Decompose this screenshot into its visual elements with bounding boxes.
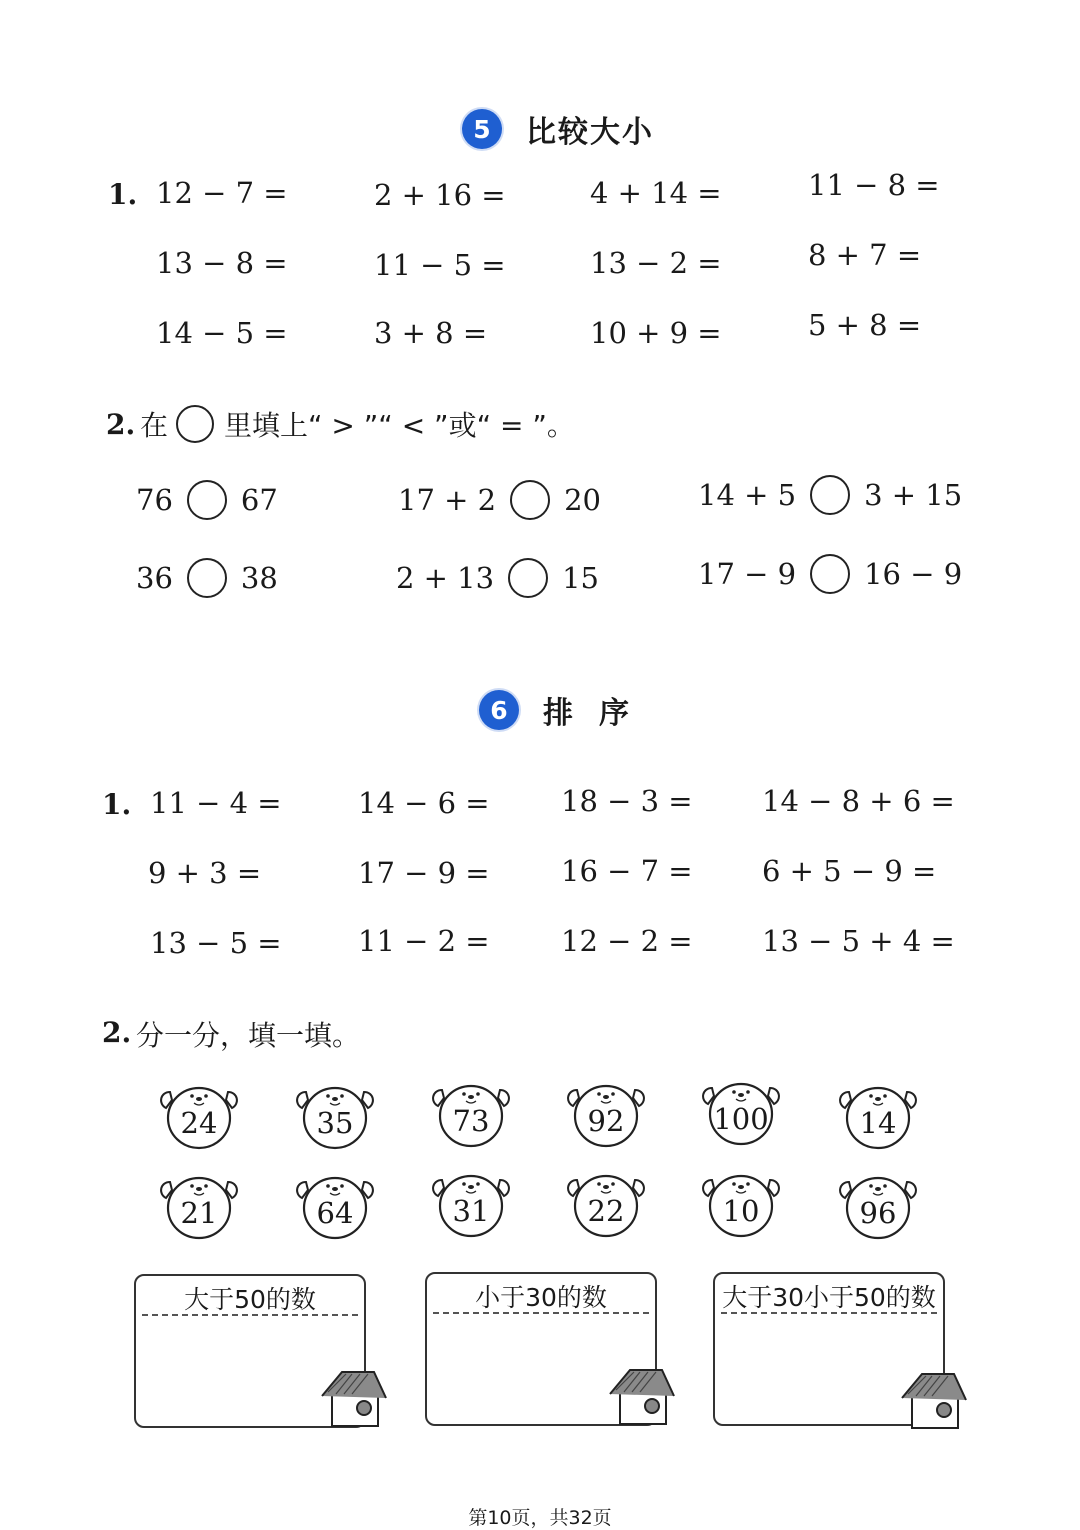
section-6-title: 排序 bbox=[543, 696, 655, 731]
dog-number: 92 bbox=[587, 1104, 625, 1138]
s5-expression: 13 − 8 = bbox=[156, 246, 288, 280]
answer-circle[interactable] bbox=[187, 558, 227, 598]
dog-number-card[interactable] bbox=[430, 1078, 512, 1150]
answer-circle[interactable] bbox=[810, 554, 850, 594]
section-6-header bbox=[479, 688, 655, 732]
comparison-left: 76 bbox=[136, 483, 173, 517]
comparison-left: 17 − 9 bbox=[698, 557, 797, 591]
dog-number-card[interactable] bbox=[700, 1076, 782, 1148]
s5-expression: 12 − 7 = bbox=[156, 176, 288, 210]
section-5-q1-number: 1. bbox=[108, 178, 138, 211]
comparison-right: 16 − 9 bbox=[864, 557, 963, 591]
s6-expression: 14 − 6 = bbox=[358, 786, 490, 820]
s6-expression: 9 + 3 = bbox=[148, 856, 262, 890]
dog-number: 100 bbox=[713, 1102, 769, 1136]
comparison-right: 20 bbox=[564, 483, 601, 517]
s5-expression: 2 + 16 = bbox=[374, 178, 506, 212]
answer-circle[interactable] bbox=[510, 480, 550, 520]
dog-number-card[interactable] bbox=[565, 1168, 647, 1240]
dog-number: 21 bbox=[180, 1196, 218, 1230]
comparison-item bbox=[396, 558, 599, 598]
dog-number-card[interactable] bbox=[158, 1170, 240, 1242]
section-5-q2-number: 2. bbox=[106, 408, 136, 441]
dog-number: 10 bbox=[722, 1194, 760, 1228]
dog-house-icon bbox=[318, 1368, 390, 1430]
section-6-badge: 6 bbox=[479, 690, 519, 730]
dog-number-card[interactable] bbox=[294, 1080, 376, 1152]
s6-expression: 13 − 5 + 4 = bbox=[762, 924, 955, 958]
s5-expression: 11 − 5 = bbox=[374, 248, 506, 282]
comparison-right: 38 bbox=[240, 561, 278, 595]
section-6-q2-number: 2. bbox=[102, 1016, 132, 1049]
s6-expression: 6 + 5 − 9 = bbox=[762, 854, 937, 888]
dashed-divider bbox=[142, 1314, 358, 1316]
dog-house-icon bbox=[898, 1370, 970, 1432]
s5-expression: 13 − 2 = bbox=[590, 246, 722, 280]
dog-house-icon bbox=[606, 1366, 678, 1428]
dog-number: 24 bbox=[180, 1106, 218, 1140]
circle-icon bbox=[176, 405, 214, 443]
instruction-text: 里填上“ > ”“ < ”或“ = ”。 bbox=[224, 409, 575, 442]
answer-circle[interactable] bbox=[508, 558, 548, 598]
dog-number: 96 bbox=[859, 1196, 897, 1230]
s5-expression: 3 + 8 = bbox=[374, 316, 488, 350]
dog-number: 14 bbox=[859, 1106, 897, 1140]
s5-expression: 10 + 9 = bbox=[590, 316, 722, 350]
s6-expression: 11 − 4 = bbox=[150, 786, 282, 820]
dashed-divider bbox=[721, 1312, 937, 1314]
answer-circle[interactable] bbox=[187, 480, 227, 520]
s5-expression: 4 + 14 = bbox=[590, 176, 722, 210]
dashed-divider bbox=[433, 1312, 649, 1314]
s5-expression: 5 + 8 = bbox=[808, 308, 922, 342]
dog-number-card[interactable] bbox=[294, 1170, 376, 1242]
comparison-left: 17 + 2 bbox=[398, 483, 497, 517]
s5-expression: 14 − 5 = bbox=[156, 316, 288, 350]
dog-number-card[interactable] bbox=[837, 1170, 919, 1242]
comparison-item bbox=[136, 558, 278, 598]
s6-expression: 13 − 5 = bbox=[150, 926, 282, 960]
instruction-text: 在 bbox=[140, 409, 169, 442]
s6-expression: 14 − 8 + 6 = bbox=[762, 784, 955, 818]
answer-box-title: 大于50的数 bbox=[184, 1285, 316, 1314]
dog-number-card[interactable] bbox=[430, 1168, 512, 1240]
dog-number-card[interactable] bbox=[700, 1168, 782, 1240]
comparison-item bbox=[698, 475, 962, 515]
comparison-right: 15 bbox=[562, 561, 599, 595]
section-5-title: 比较大小 bbox=[526, 115, 654, 150]
section-5-header bbox=[462, 107, 654, 151]
s5-expression: 11 − 8 = bbox=[808, 168, 940, 202]
comparison-left: 14 + 5 bbox=[698, 478, 797, 512]
dog-number: 73 bbox=[452, 1104, 490, 1138]
dog-number-card[interactable] bbox=[837, 1080, 919, 1152]
section-5-q2-instruction bbox=[140, 404, 575, 444]
dog-number: 64 bbox=[316, 1196, 354, 1230]
answer-box-title: 大于30小于50的数 bbox=[722, 1283, 936, 1312]
dog-number-card[interactable] bbox=[565, 1078, 647, 1150]
dog-number: 22 bbox=[587, 1194, 625, 1228]
answer-box-title: 小于30的数 bbox=[475, 1283, 607, 1312]
s6-expression: 11 − 2 = bbox=[358, 924, 490, 958]
comparison-right: 3 + 15 bbox=[864, 478, 963, 512]
dog-number: 35 bbox=[316, 1106, 354, 1140]
comparison-left: 36 bbox=[136, 561, 173, 595]
comparison-item bbox=[398, 480, 601, 520]
s6-expression: 17 − 9 = bbox=[358, 856, 490, 890]
s5-expression: 8 + 7 = bbox=[808, 238, 922, 272]
s6-expression: 12 − 2 = bbox=[561, 924, 693, 958]
comparison-item bbox=[698, 554, 962, 594]
s6-expression: 18 − 3 = bbox=[561, 784, 693, 818]
dog-number: 31 bbox=[452, 1194, 490, 1228]
comparison-item bbox=[136, 480, 278, 520]
answer-circle[interactable] bbox=[810, 475, 850, 515]
section-6-q1-number: 1. bbox=[102, 788, 132, 821]
comparison-left: 2 + 13 bbox=[396, 561, 495, 595]
dog-number-card[interactable] bbox=[158, 1080, 240, 1152]
section-6-q2-instruction: 分一分，填一填。 bbox=[136, 1019, 361, 1052]
page-footer: 第10页，共32页 bbox=[468, 1507, 612, 1529]
s6-expression: 16 − 7 = bbox=[561, 854, 693, 888]
comparison-right: 67 bbox=[240, 483, 278, 517]
section-5-badge: 5 bbox=[462, 109, 502, 149]
